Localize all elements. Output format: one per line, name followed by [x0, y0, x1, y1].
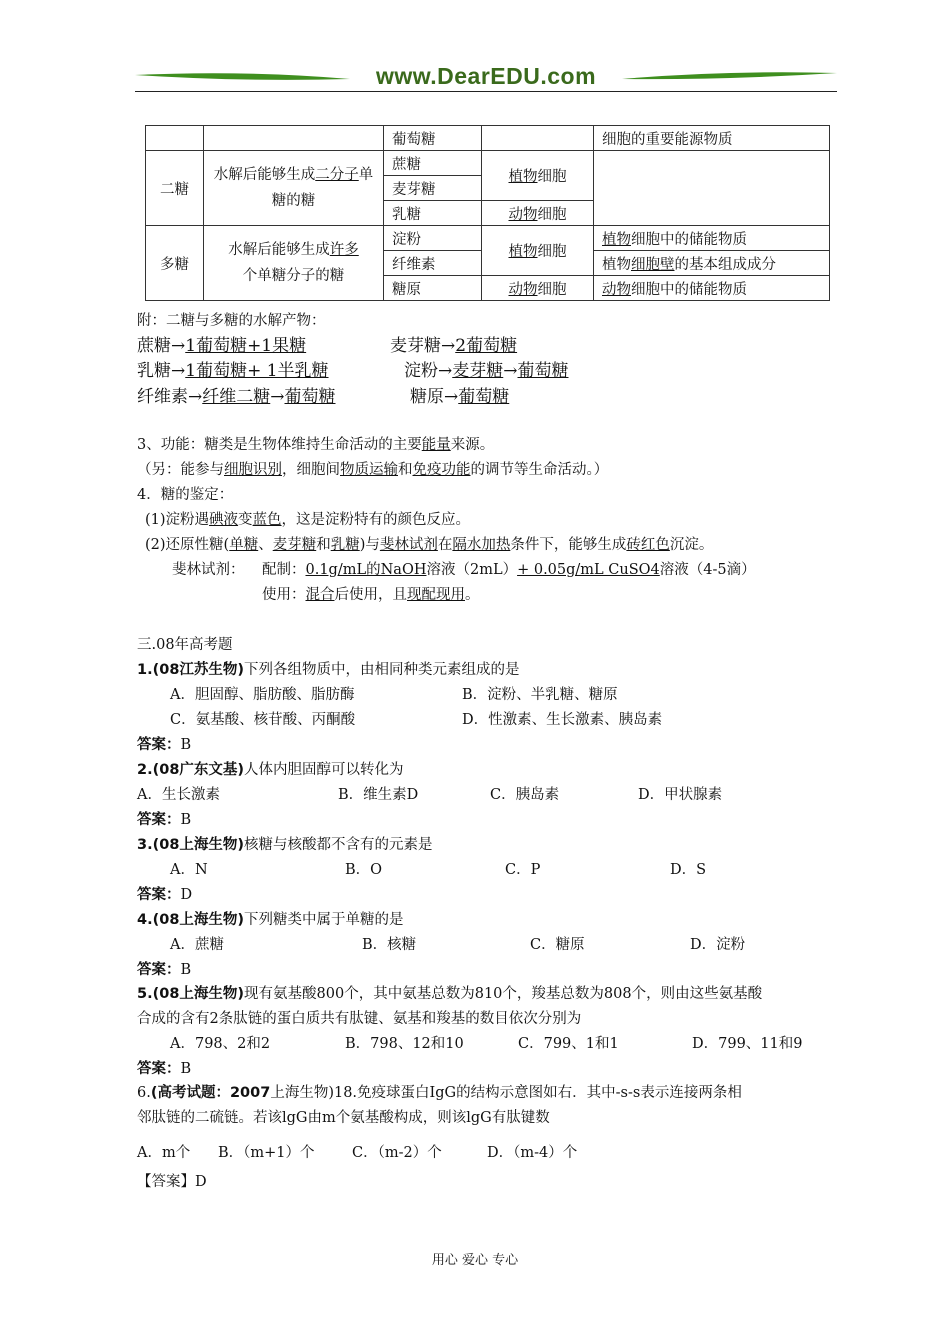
right-swoosh-decoration: [622, 70, 837, 82]
question-6-option-b: B．（m+1）个: [218, 1145, 315, 1161]
reducing-sugar-test-line: (2)还原性糖(单糖、麦芽糖和乳糖)与斐林试剂在隔水加热条件下，能够生成砖红色沉淀。: [145, 537, 714, 553]
question-3-option-a: A．N: [170, 862, 208, 878]
question-1-option-a: A．胆固醇、脂肪酸、脂肪酶: [170, 687, 355, 703]
category-polysaccharide: 多糖: [146, 226, 204, 301]
hydrolysis-lactose: 乳糖→1葡萄糖+ 1半乳糖: [137, 361, 329, 381]
hydrolysis-maltose: 麦芽糖→2葡萄糖: [390, 336, 518, 356]
question-5-option-d: D．799、11和9: [692, 1036, 803, 1052]
question-2-answer: 答案：B: [137, 812, 192, 828]
question-2-option-a: A．生长激素: [137, 787, 220, 803]
question-1-option-b: B．淀粉、半乳糖、糖原: [462, 687, 618, 703]
question-2-option-c: C．胰岛素: [490, 787, 560, 803]
question-4-answer: 答案：B: [137, 962, 192, 978]
identification-title: 4．糖的鉴定：: [137, 487, 234, 503]
sugar-name: 麦芽糖: [384, 176, 482, 201]
question-1-option-d: D．性激素、生长激素、胰岛素: [462, 712, 663, 728]
question-4-option-c: C．糖原: [530, 937, 585, 953]
question-3-option-b: B．O: [345, 862, 383, 878]
hydrolysis-starch: 淀粉→麦芽糖→葡萄糖: [404, 361, 569, 381]
question-4-stem: 4.(08上海生物)下列糖类中属于单糖的是: [137, 912, 404, 928]
sugar-name: 糖原: [384, 276, 482, 301]
definition-polysaccharide: 水解后能够生成许多 个单糖分子的糖: [204, 226, 384, 301]
question-5-option-b: B．798、12和10: [345, 1036, 464, 1052]
header-rule: [135, 91, 837, 92]
question-6-option-d: D．（m-4）个: [487, 1145, 578, 1161]
question-2-option-b: B．维生素D: [338, 787, 419, 803]
question-4-option-d: D．淀粉: [690, 937, 746, 953]
question-4-option-a: A．蔗糖: [170, 937, 224, 953]
question-5-option-a: A．798、2和2: [170, 1036, 271, 1052]
sugar-name: 淀粉: [384, 226, 482, 251]
question-6-stem: 6.(高考试题：2007上海生物)18.免疫球蛋白IgG的结构示意图如右．其中-s-s表示连接两条相: [137, 1085, 742, 1101]
question-1-option-c: C．氨基酸、核苷酸、丙酮酸: [170, 712, 356, 728]
question-3-answer: 答案：D: [137, 887, 193, 903]
question-1-stem: 1.(08江苏生物)下列各组物质中，由相同种类元素组成的是: [137, 662, 520, 678]
sugar-function: 植物细胞中的储能物质: [594, 226, 830, 251]
question-6-stem-continued: 邻肽链的二硫链。若该lgG由m个氨基酸构成，则该lgG有肽键数: [137, 1110, 550, 1126]
sugar-name: 蔗糖: [384, 151, 482, 176]
sugar-name: 纤维素: [384, 251, 482, 276]
starch-test-line: (1)淀粉遇碘液变蓝色，这是淀粉特有的颜色反应。: [145, 512, 471, 528]
fehling-usage: 使用：混合后使用，且现配现用。: [262, 587, 480, 603]
question-2-option-d: D．甲状腺素: [638, 787, 723, 803]
sugar-name: 乳糖: [384, 201, 482, 226]
table-row: [146, 151, 830, 176]
question-6-answer: 【答案】D: [137, 1174, 207, 1190]
question-4-option-b: B．核糖: [362, 937, 417, 953]
location-animal: 动物细胞: [482, 201, 594, 226]
sugar-name: 葡萄糖: [384, 126, 482, 151]
location-plant: 植物细胞: [482, 151, 594, 201]
hydrolysis-cellulose: 纤维素→纤维二糖→葡萄糖: [137, 387, 336, 407]
location-plant: 植物细胞: [482, 226, 594, 276]
location-animal: 动物细胞: [482, 276, 594, 301]
table-row: [146, 126, 830, 151]
sugar-function: 细胞的重要能源物质: [594, 126, 830, 151]
sugar-function: 植物细胞壁的基本组成成分: [594, 251, 830, 276]
fehling-label: 斐林试剂：: [172, 562, 245, 578]
question-1-answer: 答案：B: [137, 737, 192, 753]
question-5-stem: 5.(08上海生物)现有氨基酸800个，其中氨基总数为810个，羧基总数为808个，则由这些氨基酸: [137, 986, 763, 1002]
question-5-stem-continued: 合成的含有2条肽链的蛋白质共有肽键、氨基和羧基的数目依次分别为: [137, 1011, 582, 1027]
fehling-preparation: 配制：0.1g/mL的NaOH溶液（2mL）+ 0.05g/mL CuSO4溶液（4-5滴）: [262, 562, 756, 578]
hydrolysis-glycogen: 糖原→葡萄糖: [410, 387, 510, 407]
function-line: 3、功能：糖类是生物体维持生命活动的主要能量来源。: [137, 437, 495, 453]
question-6-option-c: C．（m-2）个: [352, 1145, 442, 1161]
hydrolysis-sucrose: 蔗糖→1葡萄糖+1果糖: [137, 336, 307, 356]
category-disaccharide: 二糖: [146, 151, 204, 226]
exam-section-title: 三.08年高考题: [137, 637, 233, 653]
question-2-stem: 2.(08广东文基)人体内胆固醇可以转化为: [137, 762, 404, 778]
sugar-function: 动物细胞中的储能物质: [594, 276, 830, 301]
question-3-stem: 3.(08上海生物)核糖与核酸都不含有的元素是: [137, 837, 433, 853]
site-logo: www.DearEDU.com: [375, 63, 597, 89]
question-5-answer: 答案：B: [137, 1061, 192, 1077]
other-function-line: （另：能参与细胞识别，细胞间物质运输和免疫功能的调节等生命活动。）: [137, 462, 609, 478]
table-row: [146, 226, 830, 251]
hydrolysis-title: 附：二糖与多糖的水解产物：: [137, 313, 326, 329]
question-5-option-c: C．799、1和1: [518, 1036, 619, 1052]
page-footer: 用心 爱心 专心: [431, 1253, 519, 1268]
question-3-option-d: D．S: [670, 862, 707, 878]
sugar-classification-table: [145, 125, 830, 301]
question-3-option-c: C．P: [505, 862, 541, 878]
question-6-option-a: A．m个: [137, 1145, 191, 1161]
definition-disaccharide: 水解后能够生成二分子单糖的糖: [204, 151, 384, 226]
page-header: [135, 60, 837, 92]
